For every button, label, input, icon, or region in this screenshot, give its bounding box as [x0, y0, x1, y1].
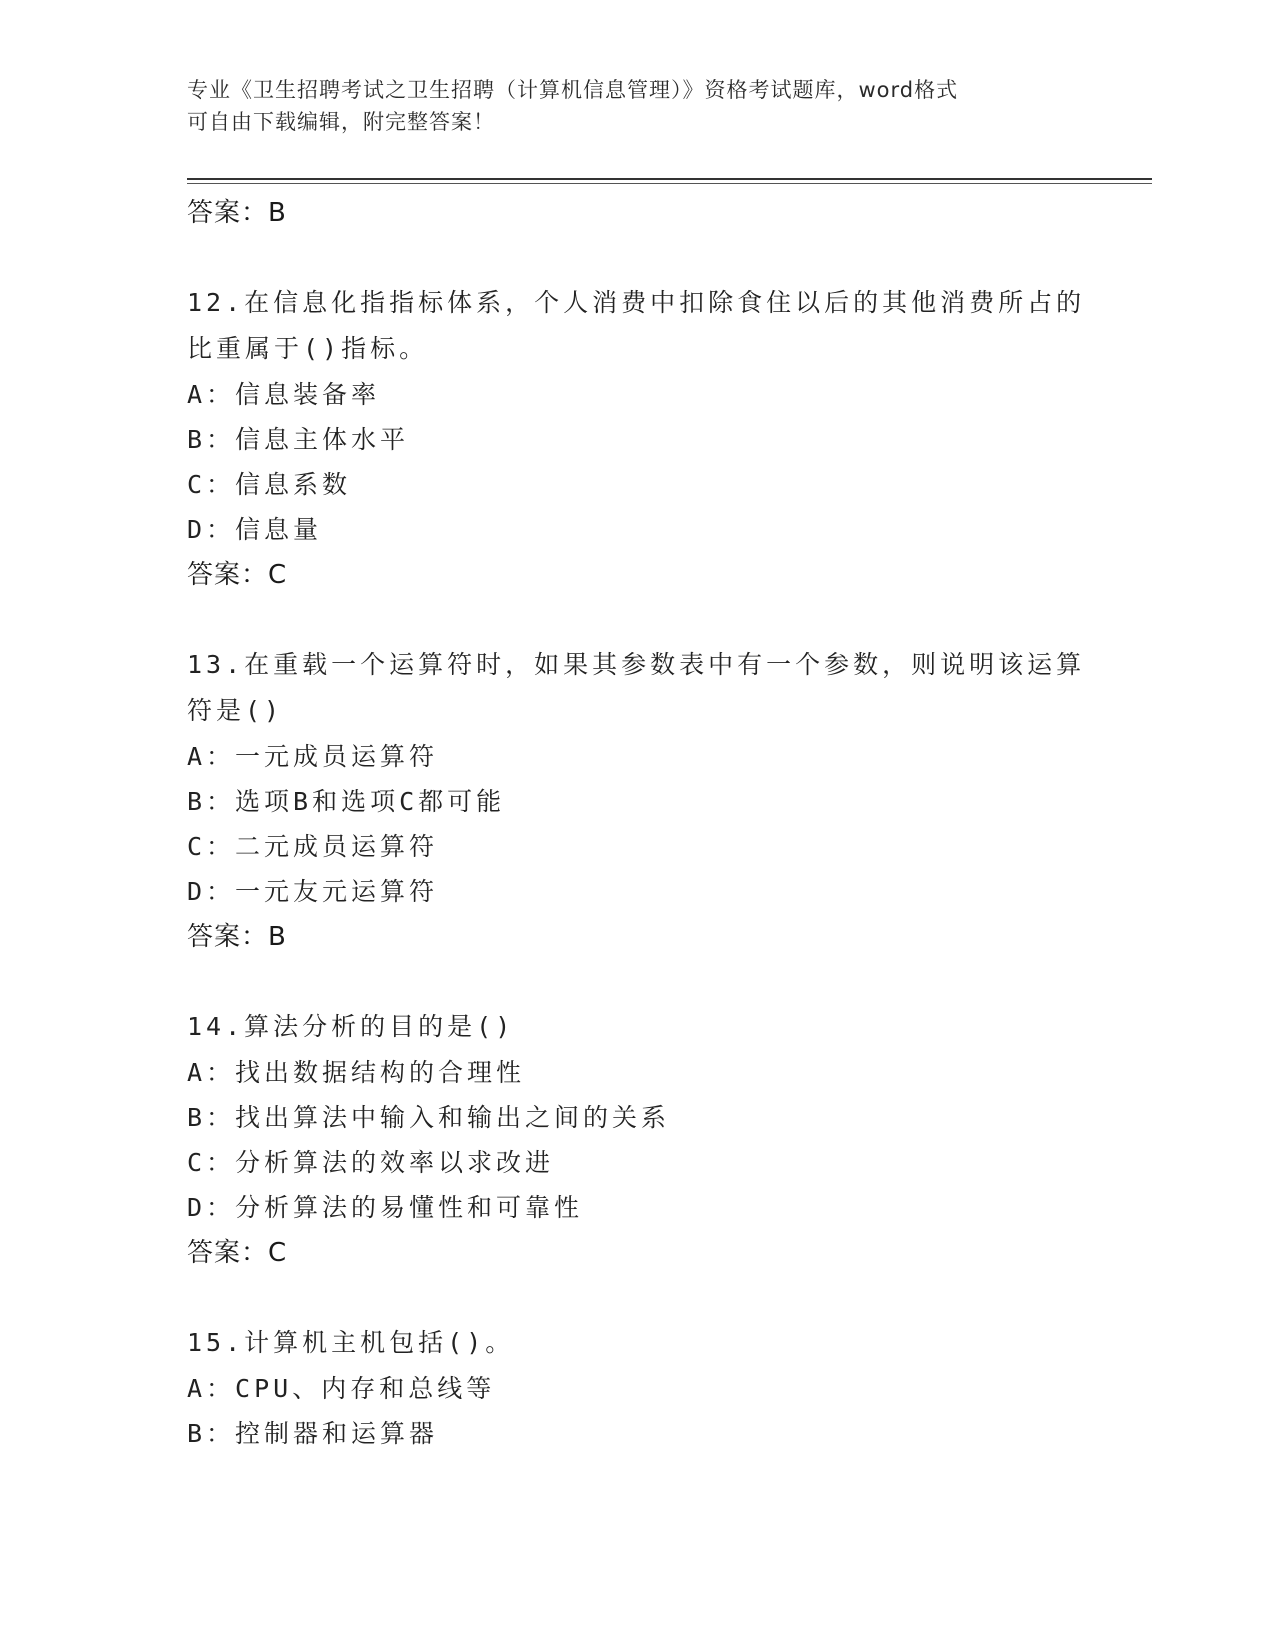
question-15 [187, 1320, 1087, 1456]
option-b: B：控制器和运算器 [187, 1419, 439, 1448]
option-d: D：分析算法的易懂性和可靠性 [187, 1193, 584, 1222]
question-stem-line-1: 13.在重载一个运算符时，如果其参数表中有一个参数，则说明该运算 [187, 650, 1086, 679]
question-13 [187, 642, 1087, 960]
option-c: C：分析算法的效率以求改进 [187, 1148, 555, 1177]
option-b: B：选项B和选项C都可能 [187, 787, 506, 816]
header-divider-secondary [187, 183, 1152, 184]
option-b: B：找出算法中输入和输出之间的关系 [187, 1103, 671, 1132]
option-a: A：一元成员运算符 [187, 742, 439, 771]
answer: 答案：C [187, 1238, 288, 1268]
header-line-1: 专业《卫生招聘考试之卫生招聘（计算机信息管理）》资格考试题库，word格式 [187, 78, 959, 102]
question-stem-line-2: 符是() [187, 696, 284, 725]
question-14 [187, 1004, 1087, 1276]
question-12 [187, 280, 1087, 598]
answer-previous: 答案：B [187, 198, 287, 228]
option-a: A：信息装备率 [187, 380, 381, 409]
question-stem-line-2: 比重属于()指标。 [187, 334, 429, 363]
option-c: C：二元成员运算符 [187, 832, 439, 861]
question-stem-line-1: 12.在信息化指指标体系，个人消费中扣除食住以后的其他消费所占的 [187, 288, 1086, 317]
option-b: B：信息主体水平 [187, 425, 410, 454]
header-divider [187, 178, 1152, 180]
header-line-2: 可自由下载编辑，附完整答案！ [187, 110, 495, 134]
question-stem-line-1: 14.算法分析的目的是() [187, 1012, 515, 1041]
question-list [187, 190, 1087, 1500]
question-stem-line-1: 15.计算机主机包括()。 [187, 1328, 515, 1357]
answer: 答案：C [187, 560, 288, 590]
answer: 答案：B [187, 922, 287, 952]
option-d: D：信息量 [187, 515, 323, 544]
option-a: A：CPU、内存和总线等 [187, 1374, 496, 1403]
option-c: C：信息系数 [187, 470, 352, 499]
document-header [187, 74, 1067, 138]
option-d: D：一元友元运算符 [187, 877, 439, 906]
option-a: A：找出数据结构的合理性 [187, 1058, 526, 1087]
